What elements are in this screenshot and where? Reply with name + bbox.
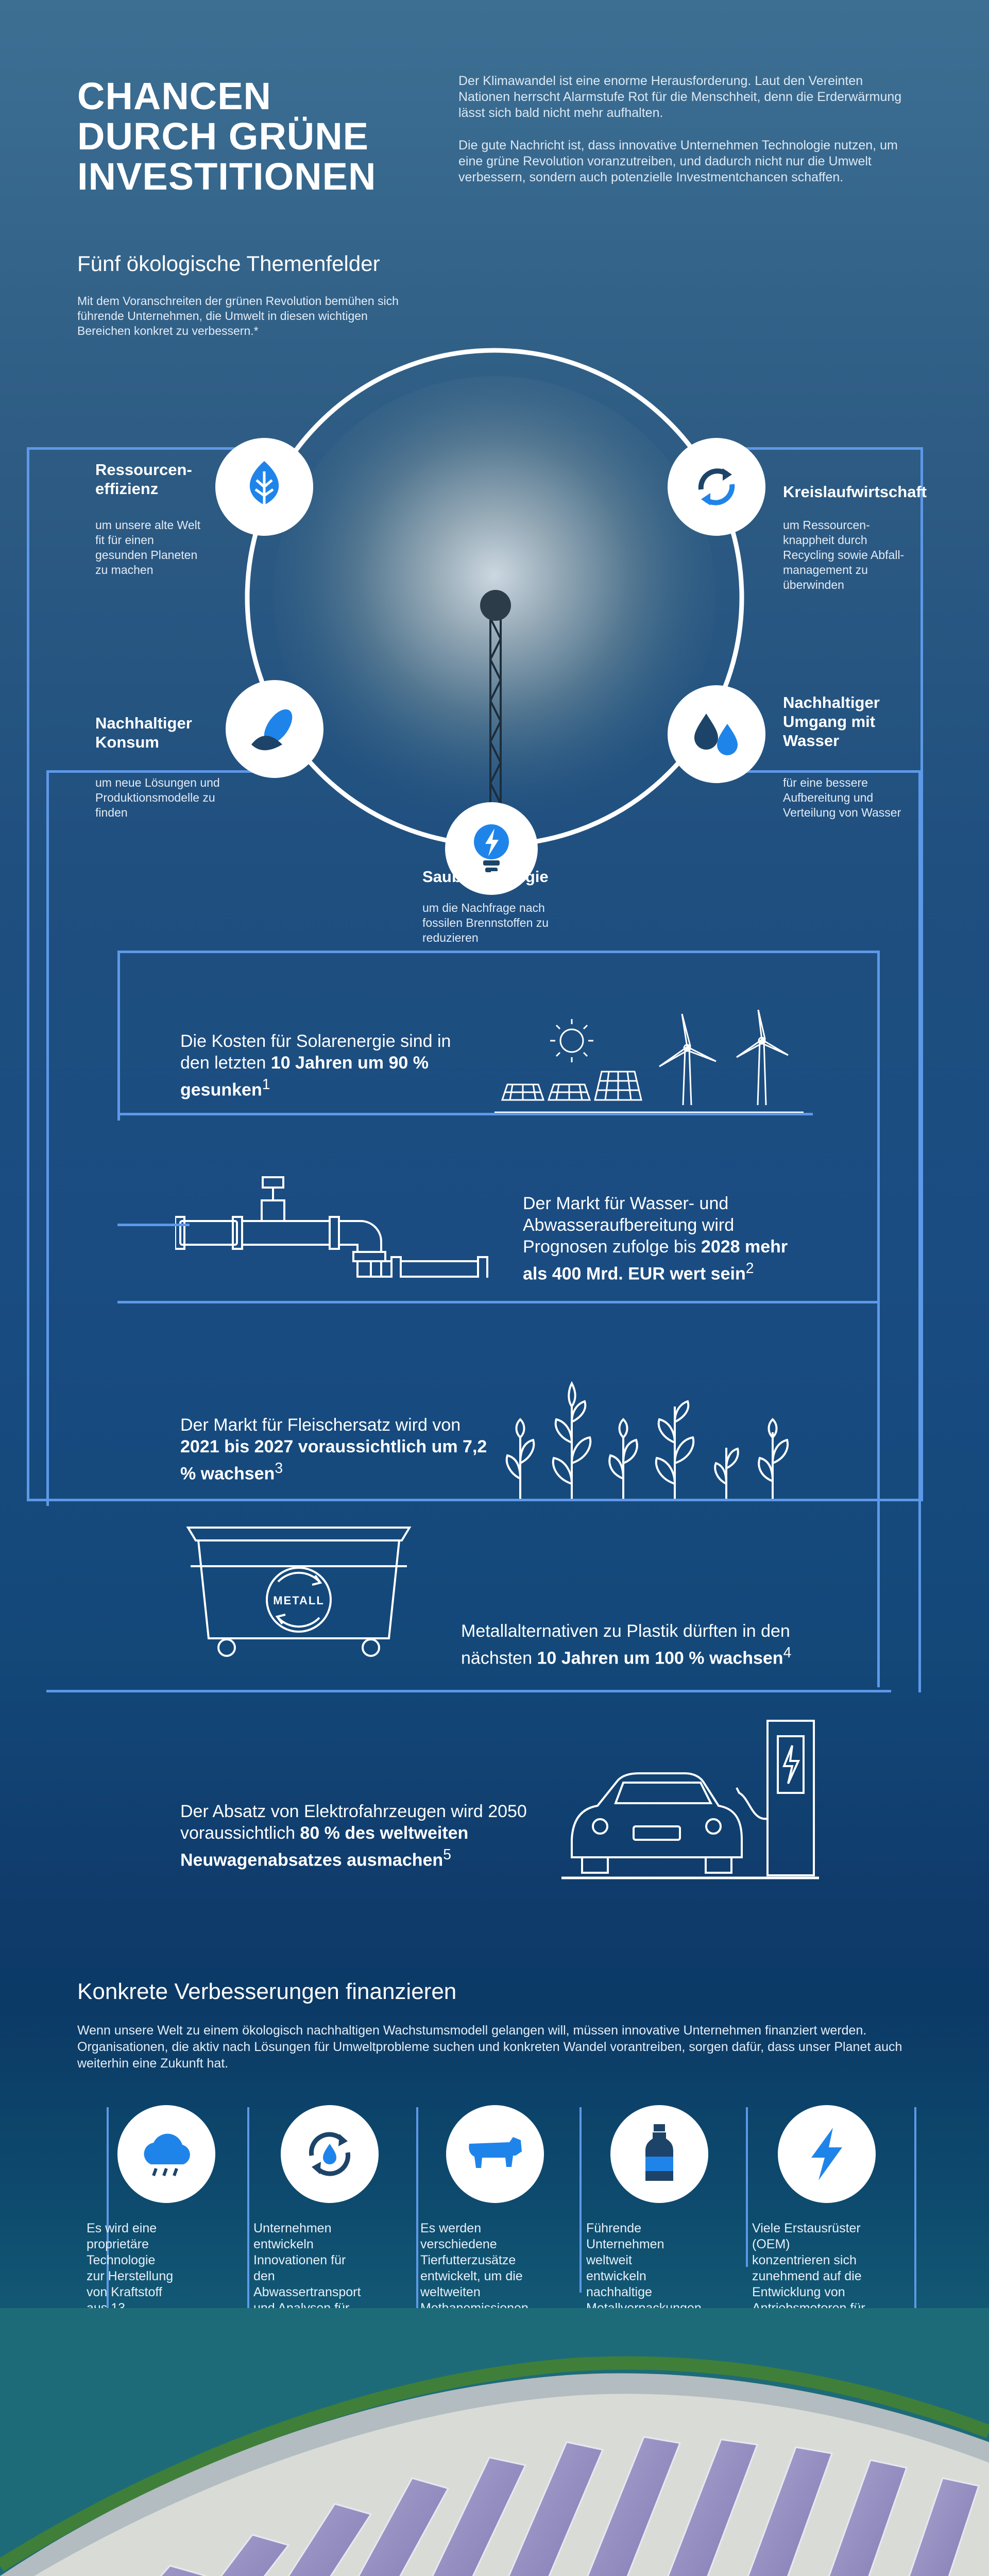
stat-meat-substitute: Der Markt für Fleischersatz wird von 2021 bis 2027 voraussichtlich um 7,2 % wachsen$^3$: [180, 1415, 487, 1484]
theme-desc-kreislauf: um Ressourcen-knappheit durch Recycling sowie Abfall-management zu überwinden: [783, 518, 905, 591]
column-text-water: Unternehmen entwickeln Innovationen für den Abwassertransport: [253, 2221, 361, 2299]
theme-desc-wasser: für eine bessere Aufbereitung und Verteilung von Wasser: [783, 776, 901, 819]
connector-line: [117, 1224, 190, 1226]
intro-paragraph-1: Der Klimawandel ist eine enorme Herausforderung. Laut den Vereinten Nationen herrscht Alarmstufe Rot für die Menschheit, denn die Erderwärmung lässt sich bald nicht mehr aufhalten.: [458, 74, 902, 120]
connector-line: [27, 447, 258, 450]
theme-title-energie: Saubere Energie: [422, 868, 549, 886]
connector-line: [27, 447, 29, 1501]
connector-line: [117, 1301, 880, 1303]
intro-text: [458, 73, 912, 202]
theme-desc-energie: um die Nachfrage nach fossilen Brennstoffen zu reduzieren: [422, 901, 549, 944]
improve-text: Wenn unsere Welt zu einem ökologisch nachhaltigen Wachstumsmodell gelangen will, müssen innovative Unternehmen finanziert werden. Organisationen, die aktiv nach Lösungen für Umweltprobleme suchen und konkreten Wandel vorantreiben, sorgen dafür, dass unser Planet auch weiterhin eine Zukunft hat.: [77, 2023, 902, 2071]
connector-line: [117, 1690, 880, 1692]
theme-desc-konsum: um neue Lösungen und Produktionsmodelle zu finden: [95, 776, 220, 819]
theme-desc-ressourcen: um unsere alte Welt fit für einen gesunden Planeten zu machen: [95, 518, 201, 577]
column-text-cattle: Es werden verschiedene Tierfutterzusätze entwickelt, um die weltweiten: [420, 2221, 523, 2299]
container-label: METALL: [273, 1594, 325, 1607]
improve-heading: Konkrete Verbesserungen finanzieren: [77, 1979, 457, 2004]
connector-line: [46, 1499, 921, 1501]
corn-icon-circle: [226, 680, 323, 778]
connector-line: [734, 770, 921, 773]
stat-solar: Die Kosten für Solarenergie sind in den letzten 10 Jahren um 90 % gesunken$^1$: [180, 1031, 451, 1100]
stat-ev: Der Absatz von Elektrofahrzeugen wird 2050 voraussichtlich 80 % des weltweiten Neuwagenabsatzes ausmachen$^5$: [180, 1802, 527, 1870]
water-cycle-icon: [301, 2126, 358, 2182]
connector-line: [117, 951, 120, 1121]
recycle-icon: [691, 461, 742, 513]
lightning-icon-circle: [778, 2105, 876, 2203]
cloud-drops-icon-circle: [117, 2105, 215, 2203]
page-title: CHANCEN DURCH GRÜNE INVESTITIONEN: [77, 75, 377, 198]
water-cycle-icon-circle: [281, 2105, 379, 2203]
solar-wind-illustration: [494, 1010, 804, 1118]
intro-paragraph-2: Die gute Nachricht ist, dass innovative Unternehmen Technologie nutzen, um eine grüne Revolution voranzutreiben, und dadurch nicht nur die Umwelt verbessern, sondern auch potenzielle Investmentchancen schaffen.: [458, 138, 898, 184]
connector-line: [117, 1113, 813, 1115]
theme-title-ressourcen: Ressourcen-effizienz: [95, 461, 192, 498]
solar-field-photo: [0, 2308, 989, 2576]
connector-line: [46, 770, 49, 1506]
theme-title-wasser: Nachhaltiger Umgang mit Wasser: [783, 693, 880, 750]
lightning-icon: [806, 2126, 847, 2182]
bottle-icon-circle: [610, 2105, 708, 2203]
connector-line: [918, 770, 921, 1692]
leaf-icon: [241, 459, 287, 515]
leaf-icon-circle: [215, 438, 313, 536]
column-text-ev: Viele Erstausrüster (OEM) konzentrieren sich zunehmend auf die Entwicklung von: [752, 2221, 862, 2299]
column-divider: [914, 2107, 916, 2329]
connector-line: [46, 770, 273, 773]
connector-line: [117, 951, 880, 953]
column-text-packaging: Führende Unternehmen weltweit entwickeln nachhaltige: [586, 2221, 664, 2299]
pipe-illustration: [175, 1170, 505, 1278]
plants-illustration: [500, 1360, 814, 1504]
theme-title-kreislauf: Kreislaufwirtschaft: [783, 483, 927, 501]
cloud-drops-icon: [138, 2128, 195, 2180]
themes-heading: Fünf ökologische Themenfelder: [77, 251, 380, 276]
connector-line: [877, 951, 880, 1687]
stat-water: Der Markt für Wasser- und Abwasseraufbereitung wird Prognosen zufolge bis 2028 mehr als 400 Mrd. EUR wert sein$^2$: [523, 1194, 788, 1284]
cow-icon-circle: [446, 2105, 544, 2203]
themes-subtext: Mit dem Voranschreiten der grünen Revolution bemühen sich führende Unternehmen, die Umwelt in diesen wichtigen Bereichen konkret zu verbessern.*: [77, 294, 399, 337]
bottle-icon: [641, 2123, 677, 2185]
waste-container-illustration: [180, 1520, 417, 1659]
ev-charging-illustration: [561, 1716, 819, 1886]
water-drops-icon-circle: [668, 685, 765, 783]
column-divider: [579, 2107, 582, 2293]
connector-line: [737, 447, 923, 450]
corn-icon: [246, 703, 303, 755]
recycle-icon-circle: [668, 438, 765, 536]
water-drops-icon: [688, 706, 745, 762]
stat-metal: Metallalternativen zu Plastik dürften in den nächsten 10 Jahren um 100 % wachsen$^4$: [461, 1621, 792, 1668]
column-text-fuel: Es wird eine proprietäre Technologie zur Herstellung von Kraftstoff: [87, 2221, 174, 2299]
column-divider: [746, 2107, 748, 2267]
column-divider: [247, 2107, 249, 2313]
theme-title-konsum: Nachhaltiger Konsum: [95, 714, 192, 751]
cow-icon: [464, 2131, 526, 2177]
column-divider: [416, 2107, 418, 2313]
